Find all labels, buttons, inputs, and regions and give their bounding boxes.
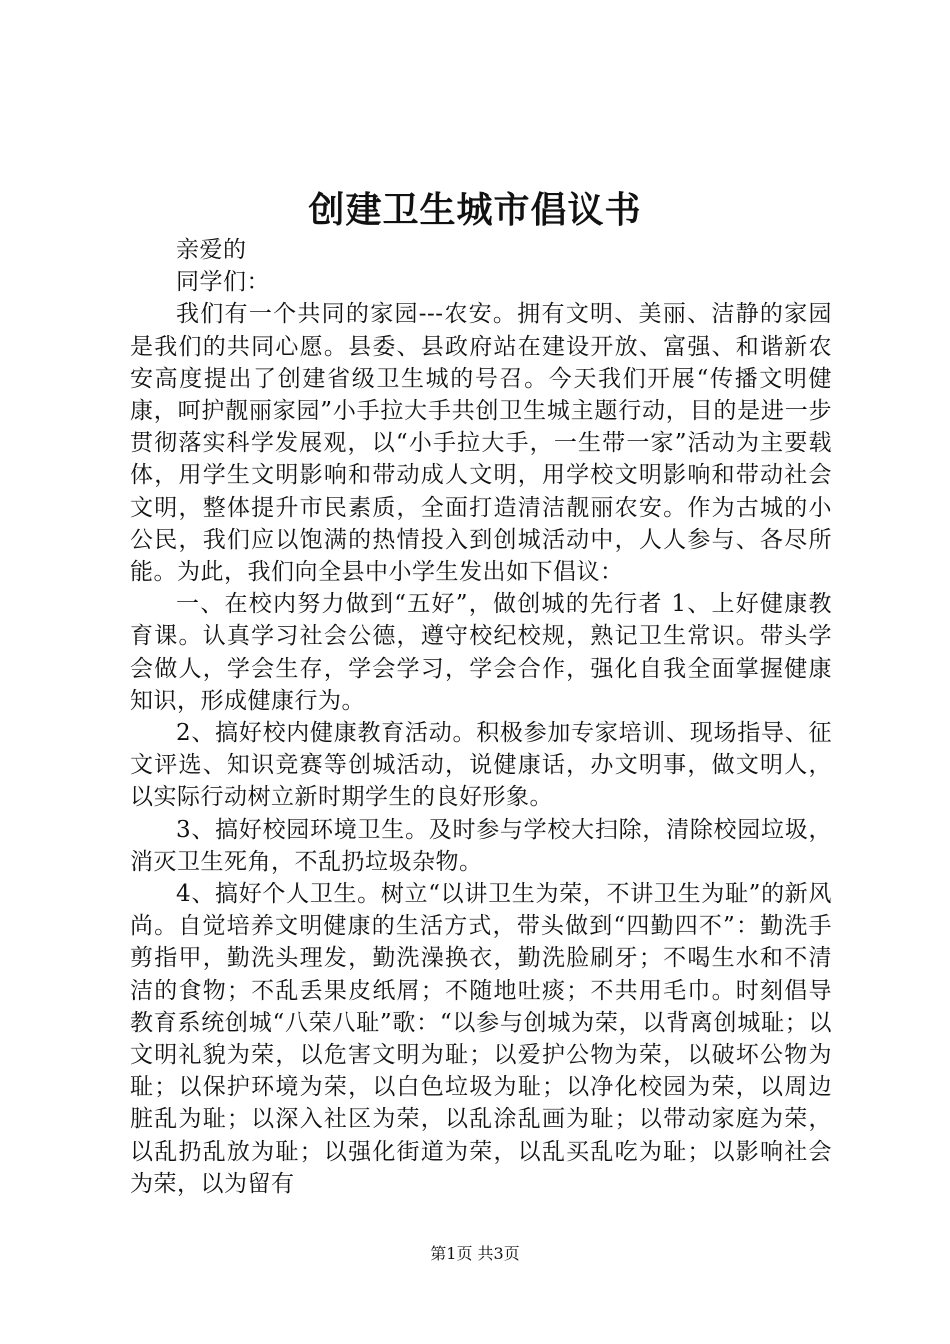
document-body [130,234,832,1200]
page-number-footer: 第1页 共3页 [430,1244,520,1263]
salutation-line-2: 同学们： [176,269,270,296]
paragraph-item-3: 3、搞好校园环境卫生。及时参与学校大扫除，清除校园垃圾，消灭卫生死角，不乱扔垃圾杂物。 [130,816,832,875]
paragraph-item-2: 2、搞好校内健康教育活动。积极参加专家培训、现场指导、征文评选、知识竞赛等创城活动，说健康话，办文明事，做文明人，以实际行动树立新时期学生的良好形象。 [130,720,832,811]
paragraph-section-one: 一、在校内努力做到“五好”，做创城的先行者 1、上好健康教育课。认真学习社会公德，遵守校纪校规，熟记卫生常识。带头学会做人，学会生存，学会学习，学会合作，强化自我全面掌握健康知识，形成健康行为。 [130,591,832,714]
document-title: 创建卫生城市倡议书 [308,189,642,231]
salutation-line-1: 亲爱的 [176,237,247,263]
paragraph-intro: 我们有一个共同的家园---农安。拥有文明、美丽、洁静的家园是我们的共同心愿。县委、县政府站在建设开放、富强、和谐新农安高度提出了创建省级卫生城的号召。今天我们开展“传播文明健康，呵护靓丽家园”小手拉大手共创卫生城主题行动，目的是进一步贯彻落实科学发展观，以“小手拉大手，一生带一家”活动为主要载体，用学生文明影响和带动成人文明，用学校文明影响和带动社会文明，整体提升市民素质，全面打造清洁靓丽农安。作为古城的小公民，我们应以饱满的热情投入到创城活动中，人人参与、各尽所能。为此，我们向全县中小学生发出如下倡议： [130,301,832,586]
paragraph-item-4: 4、搞好个人卫生。树立“以讲卫生为荣，不讲卫生为耻”的新风尚。自觉培养文明健康的生活方式，带头做到“四勤四不”：勤洗手剪指甲，勤洗头理发，勤洗澡换衣，勤洗脸刷牙；不喝生水和不清洁的食物；不乱丢果皮纸屑；不随地吐痰；不共用毛巾。时刻倡导教育系统创城“八荣八耻”歌：“以参与创城为荣，以背离创城耻；以文明礼貌为荣，以危害文明为耻；以爱护公物为荣，以破坏公物为耻；以保护环境为荣，以白色垃圾为耻；以净化校园为荣，以周边脏乱为耻；以深入社区为荣，以乱涂乱画为耻；以带动家庭为荣，以乱扔乱放为耻；以强化街道为荣，以乱买乱吃为耻；以影响社会为荣，以为留有 [130,881,832,1197]
